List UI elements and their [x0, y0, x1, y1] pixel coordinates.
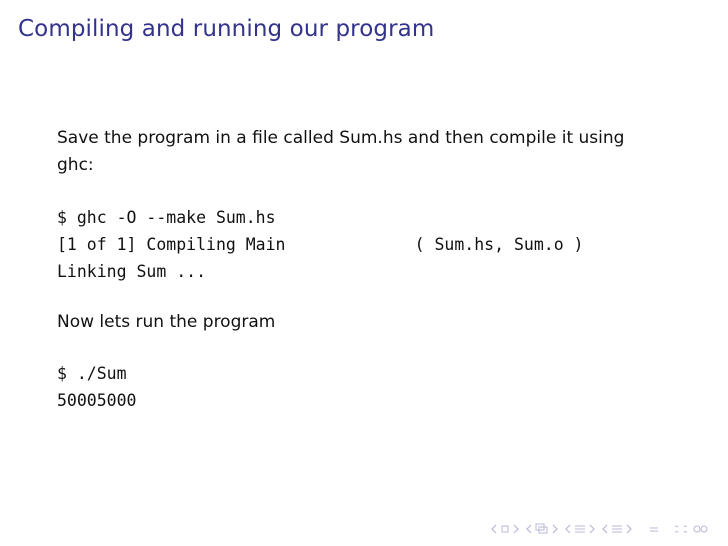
slide-title: Compiling and running our program: [18, 16, 435, 42]
nav-next-subsection-icon[interactable]: [588, 524, 596, 534]
nav-align-icon[interactable]: [649, 524, 659, 534]
nav-prev-section-icon[interactable]: [525, 524, 533, 534]
nav-subsection-icon[interactable]: [611, 524, 623, 534]
code-line: Linking Sum ...: [57, 262, 207, 281]
code-line: 50005000: [57, 391, 137, 410]
nav-next-section-icon[interactable]: [551, 524, 559, 534]
nav-prev-slide-icon[interactable]: [500, 524, 510, 534]
code-line: $ ghc -O --make Sum.hs: [57, 208, 276, 227]
intro-text-line-2: ghc:: [57, 155, 94, 175]
nav-next-slide-icon[interactable]: [512, 524, 520, 534]
intro-text-line-1: Save the program in a file called Sum.hs and then compile it using: [57, 128, 625, 148]
nav-frame-icon[interactable]: [535, 523, 549, 535]
code-line: [1 of 1] Compiling Main ( Sum.hs, Sum.o ): [57, 235, 584, 254]
run-code-block: [57, 360, 677, 414]
nav-search-icon[interactable]: [675, 524, 687, 534]
nav-first-icon[interactable]: [490, 524, 498, 534]
nav-prev-subsection-icon[interactable]: [564, 524, 572, 534]
navigation-bar: [490, 522, 710, 536]
nav-section-icon[interactable]: [574, 524, 586, 534]
nav-undo-icon[interactable]: [692, 524, 710, 534]
run-text: Now lets run the program: [57, 312, 276, 332]
slide-content: [57, 125, 677, 414]
code-line: $ ./Sum: [57, 364, 127, 383]
compile-code-block: [57, 204, 677, 285]
nav-prev-subsection-icon[interactable]: [601, 524, 609, 534]
nav-next-subsection-icon[interactable]: [625, 524, 633, 534]
